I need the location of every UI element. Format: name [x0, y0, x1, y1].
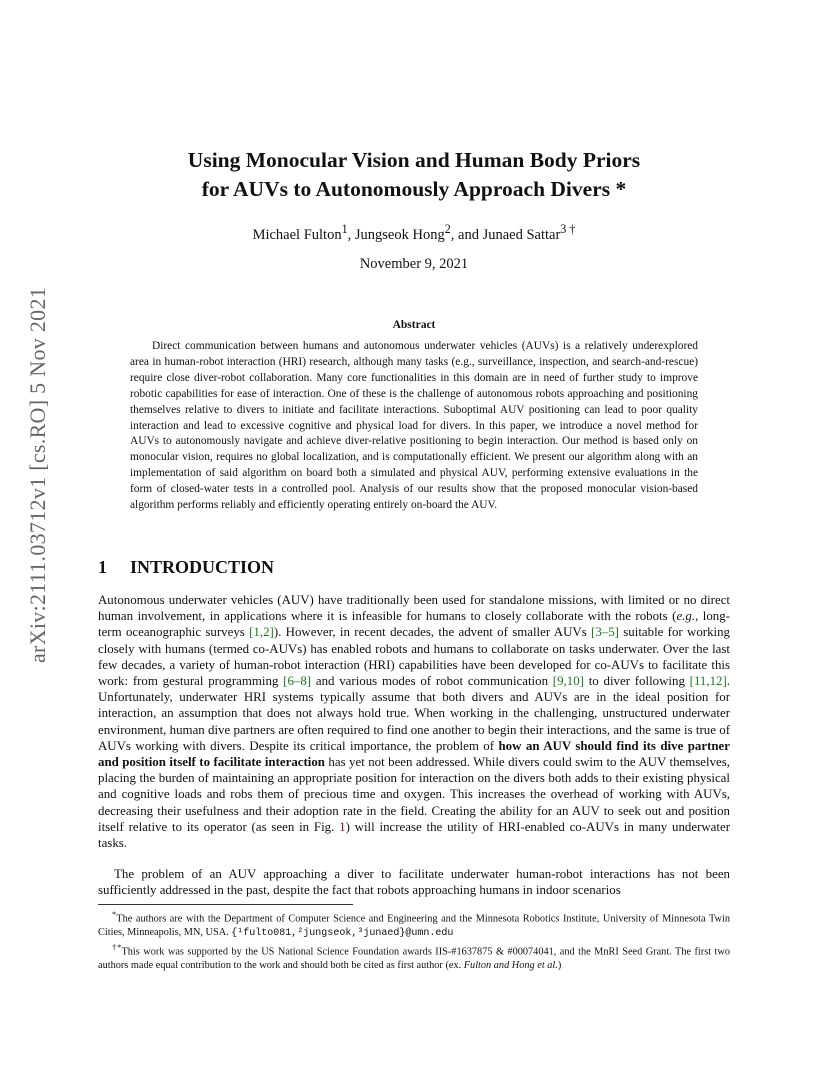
- paper-title: [80, 146, 748, 204]
- section-number: 1: [98, 557, 107, 577]
- title-line-2: for AUVs to Autonomously Approach Divers *: [201, 177, 627, 201]
- footnotes: [98, 908, 730, 972]
- figure-link[interactable]: 1: [339, 819, 346, 834]
- footnote-2: †*This work was supported by the US National Science Foundation awards IIS-#1637875 & #00074041, and the MnRI Seed Grant. The first two authors made equal contribution to the work and should both be cited as first author (ex. Fulton and Hong et al.): [98, 941, 731, 971]
- author-emails: {¹fulto081,²jungseok,³junaed}@umn.edu: [231, 928, 454, 940]
- arxiv-sidebar-stamp: [18, 286, 58, 664]
- section-heading: [98, 557, 274, 578]
- intro-paragraph-2: The problem of an AUV approaching a diver to facilitate underwater human-robot interactions has not been sufficiently addressed in the past, despite the fact that robots approaching humans in indoor scenarios: [98, 867, 730, 898]
- author-2: Jungseok Hong: [354, 226, 445, 243]
- author-1-affil: 1: [341, 222, 348, 236]
- citation-link[interactable]: [3–5]: [591, 625, 619, 640]
- intro-paragraph-1: Autonomous underwater vehicles (AUV) have traditionally been used for standalone missions, with limited or no direct human involvement, in applications where it is infeasible for humans to closely collaborate with the robots (e.g., long-term oceanographic surveys [1,2]). However, in recent decades, the advent of smaller AUVs [3–5] suitable for working closely with humans (termed co-AUVs) has enabled robots and humans to collaborate on tasks underwater. Over the last few decades, a variety of human-robot interaction (HRI) capabilities have been developed for co-AUVs to facilitate this work: from gestural programming [6–8] and various modes of robot communication [9,10] to diver following [11,12]. Unfortunately, underwater HRI systems typically assume that both divers and AUVs are in the ideal position for interaction, an assumption that does not always hold true. When working in the challenging, unstructured underwater environment, human dive partners are often required to find one another to begin their interactions, and the same is true of AUVs working with divers. Despite its critical importance, the problem of how an AUV should find its dive partner and position itself to facilitate interaction has yet not been addressed. While divers could swim to the AUV themselves, placing the burden of maintaining an appropriate position for interaction on the divers both adds to their existing physical and cognitive loads and robs them of precious time and oxygen. This increases the overhead of working with AUVs, decreasing their usefulness and their adoption rate in the field. Creating the ability for an AUV to seek out and position itself relative to its operator (as seen in Fig. 1) will increase the utility of HRI-enabled co-AUVs in many underwater tasks.: [98, 593, 731, 851]
- title-line-1: Using Monocular Vision and Human Body Priors: [187, 148, 641, 172]
- citation-link[interactable]: [11,12]: [689, 674, 727, 689]
- author-list: Michael Fulton$^1$, Jungseok Hong$^2$, and Junaed Sattar$^{3 \dagger}$: [252, 222, 576, 243]
- footnote-1: *The authors are with the Department of Computer Science and Engineering and the Minnesota Robotics Institute, University of Minnesota Twin Cities, Minneapolis, MN, USA. {¹fulto081,²jungseok,³junaed}@umn.edu: [98, 909, 730, 940]
- author-3-affil: 3 †: [560, 222, 576, 236]
- abstract-heading: Abstract: [392, 319, 436, 331]
- citation-link[interactable]: [6–8]: [283, 674, 312, 689]
- emphasized-problem: how an AUV should find its dive partner and position itself to facilitate interaction: [98, 738, 730, 770]
- author-3: Junaed Sattar: [482, 226, 561, 243]
- arxiv-id: arXiv:2111.03712v1 [cs.RO] 5 Nov 2021: [25, 286, 50, 664]
- citation-link[interactable]: [1,2]: [249, 625, 274, 640]
- citation-link[interactable]: [9,10]: [552, 674, 584, 689]
- footnote-divider: [98, 904, 353, 905]
- paper-date: November 9, 2021: [359, 256, 469, 272]
- author-1: Michael Fulton: [252, 226, 342, 243]
- author-2-affil: 2: [444, 222, 451, 236]
- abstract-body: Direct communication between humans and autonomous underwater vehicles (AUVs) is a relatively underexplored area in human-robot interaction (HRI) research, although many tasks (e.g., surveillance, inspection, and search-and-rescue) require close diver-robot collaboration. Many core functionalities in this domain are in need of further study to improve robotic capabilities for ease of interaction. One of these is the challenge of autonomous robots approaching and positioning themselves relative to divers to initiate and facilitate interactions. Suboptimal AUV positioning can lead to poor quality interaction and lead to excessive cognitive and physical load for divers. In this paper, we introduce a novel method for AUVs to autonomously navigate and achieve diver-relative positioning to begin interaction. Our method is based only on monocular vision, requires no global localization, and is computationally efficient. We present our algorithm along with an implementation of said algorithm on board both a simulated and physical AUV, performing extensive evaluations in the form of closed-water tests in a controlled pool. Analysis of our results show that the proposed monocular vision-based algorithm performs reliably and efficiently operating entirely on-board the AUV.: [130, 340, 698, 512]
- section-title: INTRODUCTION: [130, 557, 275, 577]
